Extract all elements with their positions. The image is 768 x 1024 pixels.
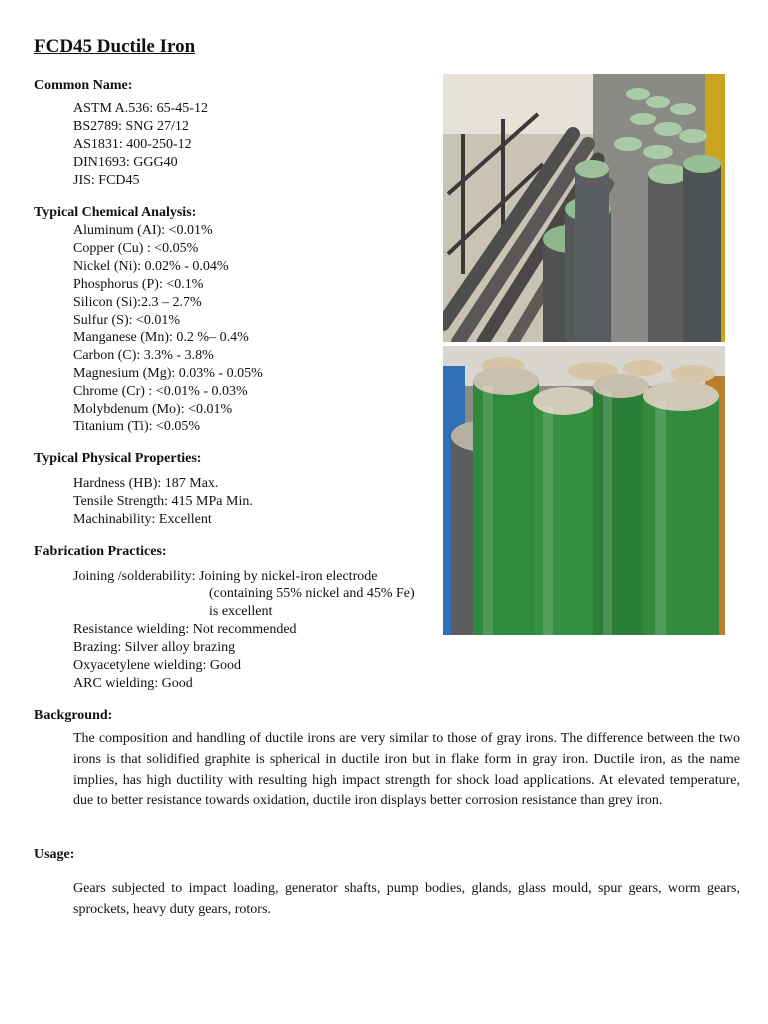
common-name-item: DIN1693: GGG40 [73, 155, 178, 170]
fabrication-item: Oxyacetylene wielding: Good [73, 658, 241, 673]
photo-iron-cylinders [443, 346, 725, 635]
physical-item: Machinability: Excellent [73, 512, 212, 527]
chemical-item: Copper (Cu) : <0.05% [73, 241, 199, 256]
chemical-analysis-heading: Typical Chemical Analysis: [34, 205, 197, 220]
fabrication-item: ARC wielding: Good [73, 676, 193, 691]
chemical-item: Molybdenum (Mo): <0.01% [73, 402, 233, 417]
chemical-item: Carbon (C): 3.3% - 3.8% [73, 348, 214, 363]
chemical-item: Titanium (Ti): <0.05% [73, 419, 201, 434]
chemical-item: Chrome (Cr) : <0.01% - 0.03% [73, 384, 248, 399]
fabrication-joining-cont: (containing 55% nickel and 45% Fe) [209, 586, 415, 601]
fabrication-heading: Fabrication Practices: [34, 544, 167, 559]
chemical-item: Manganese (Mn): 0.2 %– 0.4% [73, 330, 249, 345]
background-heading: Background: [34, 708, 113, 723]
fabrication-item: Brazing: Silver alloy brazing [73, 640, 236, 655]
usage-heading: Usage: [34, 847, 75, 862]
fabrication-item: Resistance wielding: Not recommended [73, 622, 297, 637]
physical-item: Hardness (HB): 187 Max. [73, 476, 219, 491]
chemical-item: Sulfur (S): <0.01% [73, 313, 181, 328]
usage-paragraph: Gears subjected to impact loading, generator shafts, pump bodies, glands, glass mould, spur gears, worm gears, sprockets, heavy duty gears, rotors. [73, 881, 740, 917]
common-name-item: JIS: FCD45 [73, 173, 140, 188]
common-name-item: AS1831: 400-250-12 [73, 137, 192, 152]
common-name-item: ASTM A.536: 65-45-12 [73, 101, 208, 116]
fabrication-joining-cont: is excellent [209, 604, 273, 619]
chemical-item: Magnesium (Mg): 0.03% - 0.05% [73, 366, 263, 381]
background-paragraph: The composition and handling of ductile irons are very similar to those of gray irons. The difference between the two irons is that solidified graphite is spherical in ductile iron but in flake form in gray iron. Ductile iron, as the name implies, has high ductility with resulting high impact strength for shock load applications. At elevated temperature, due to better resistance towards oxidation, ductile iron displays better corrosion resistance than grey iron. [73, 731, 740, 809]
chemical-item: Aluminum (AI): <0.01% [73, 223, 213, 238]
document-title: FCD45 Ductile Iron [34, 36, 196, 57]
photo-iron-bars-rack [443, 74, 725, 342]
physical-item: Tensile Strength: 415 MPa Min. [73, 494, 253, 509]
chemical-item: Phosphorus (P): <0.1% [73, 277, 204, 292]
chemical-item: Nickel (Ni): 0.02% - 0.04% [73, 259, 229, 274]
fabrication-joining: Joining /solderability: Joining by nickel-iron electrode [73, 569, 378, 584]
physical-properties-heading: Typical Physical Properties: [34, 451, 202, 466]
common-name-item: BS2789: SNG 27/12 [73, 119, 189, 134]
chemical-item: Silicon (Si):2.3 – 2.7% [73, 295, 202, 310]
common-name-heading: Common Name: [34, 78, 133, 93]
